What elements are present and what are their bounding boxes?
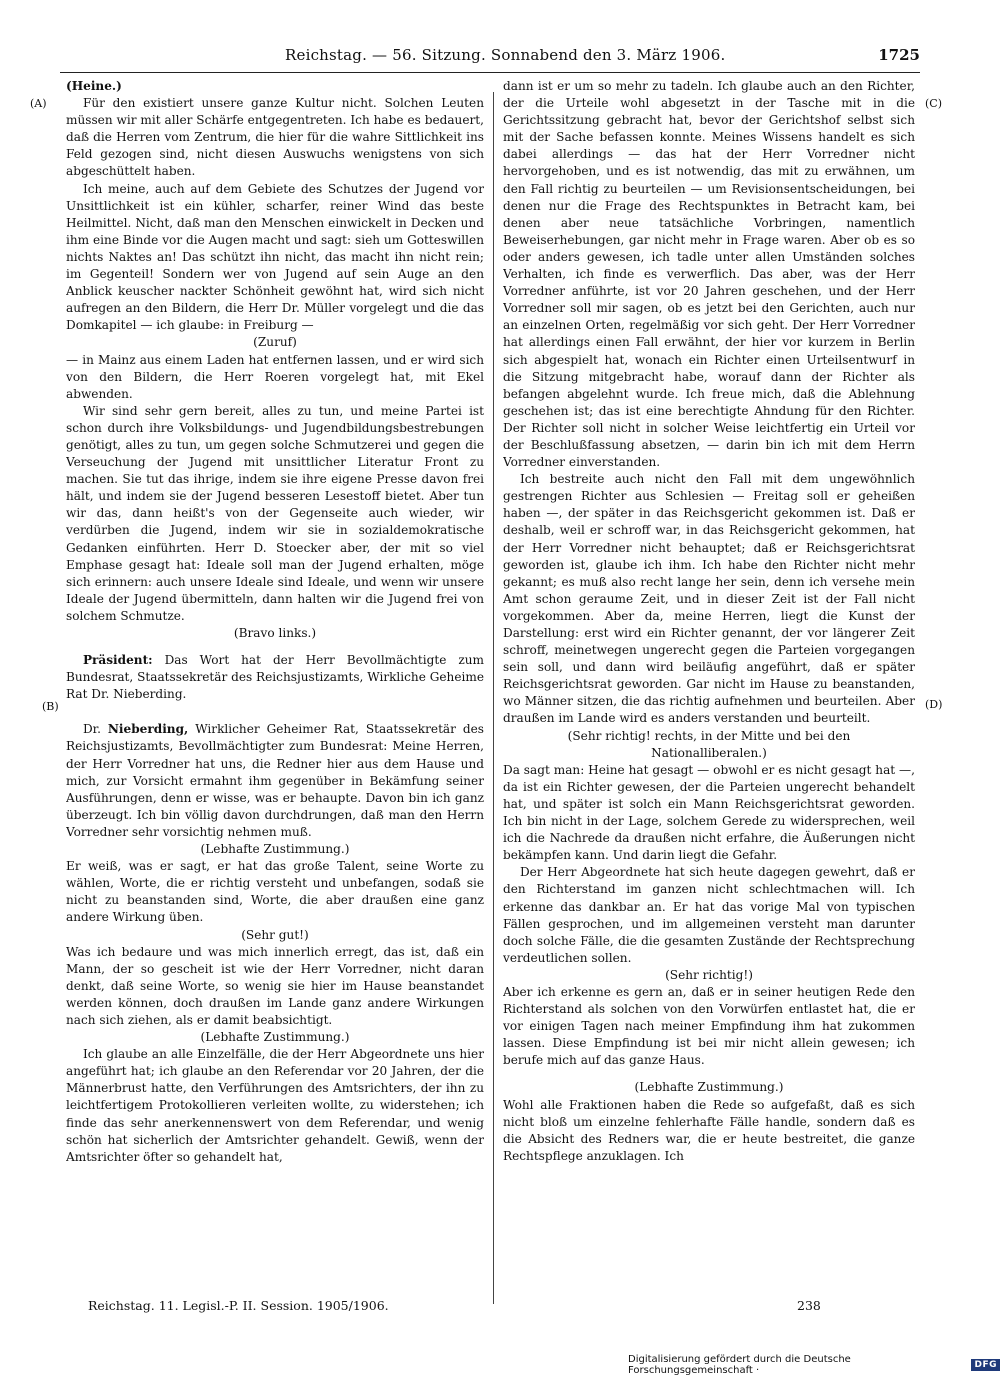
speaker-prefix: Dr. [82,722,108,737]
paragraph: Für den existiert unsere ganze Kultur nicht. Solchen Leuten müssen wir mit aller Schärfe entgegentreten. Ich habe es bedauert, daß die Herren vom Zentrum, die hier für die wahre Sittlichkeit ins Feld gezogen sind, nicht diesen Auswuchs wenigstens von sich abgeschüttelt haben. [66,96,484,179]
header-rule [60,72,920,73]
interjection: Nationalliberalen.) [651,745,767,760]
interjection: (Zuruf) [253,335,297,350]
paragraph: Der Herr Abgeordnete hat sich heute dagegen gewehrt, daß er den Richterstand im ganzen nicht schlechtmachen will. Ich erkenne das dankbar an. Er hat das vorige Mal von typischen Fällen gesprochen, und im allgemeinen versteht man darunter doch solche Fälle, die die gesamten Zustände der Rechtsprechung verdeutlichen sollen. [503,865,915,965]
column-divider [493,92,494,1304]
statement-text: Das Wort hat der Herr Bevollmächtigte zum Bundesrat, Staatssekretär des Reichsjustizamts, Wirkliche Geheime Rat Dr. Nieberding. [66,653,484,702]
footer-session: Reichstag. 11. Legisl.-P. II. Session. 1905/1906. [88,1298,389,1313]
margin-marker-a: (A) [30,97,47,110]
interjection: (Sehr gut!) [241,927,309,942]
dfg-logo: DFG [971,1359,1000,1371]
speaker-name: Nieberding, [107,722,189,737]
interjection: (Lebhafte Zustimmung.) [200,842,350,857]
left-column [66,78,484,1310]
paragraph: Da sagt man: Heine hat gesagt — obwohl er es nicht gesagt hat —, da ist ein Richter gewesen, der die Parteien ungerecht behandelt hat, und später ist solch ein Mann Reichsgerichtsrat geworden. Ich bin nicht in der Lage, solchem Gerede zu widersprechen, weil ich die Nachrede da draußen nicht erfahre, die Äußerungen nicht bekämpfen kann. Und darin liegt die Gefahr. [503,762,915,863]
paragraph: Ich meine, auch auf dem Gebiete des Schutzes der Jugend vor Unsittlichkeit ist ein kühler, scharfer, reiner Wind das beste Heilmittel. Nicht, daß man den Menschen einwickelt in Decken und ihm eine Binde vor die Augen macht und sagt: sieh um Gotteswillen nichts Naktes an! Das schützt ihn nicht, das macht ihn nicht rein; im Gegenteil! Sondern wer von Jugend auf sein Auge an den Anblick keuscher nackter Schönheit gewöhnt hat, wird sich nicht aufregen an den Bildern, die Herr Dr. Müller vorgelegt und die das Domkapitel — ich glaube: in Freiburg — [66,181,484,333]
paragraph: dann ist er um so mehr zu tadeln. Ich glaube auch an den Richter, der die Urteile wohl abgesetzt in der Tasche mit in die Gerichtssitzung gebracht hat, bevor der Gerichtshof selbst sich mit der Sache befassen konnte. Meines Wissens handelt es sich dabei allerdings — das hat der Herr Vorredner nicht hervorgehoben, und es ist notwendig, das mit zu erwähnen, um den Fall richtig zu beurteilen — um Revisionsentscheidungen, bei denen nur die Frage des Rechtspunktes in Betracht kam, bei denen aber neue tatsächliche Vorbringen, namentlich Beweiserhebungen, gar nicht mehr in Frage waren. Aber ob es so oder anders gewesen, ich tadle unter allen Umständen solches Verhalten, ich finde es verwerflich. Das aber, was der Herr Vorredner anführte, ist vor 20 Jahren geschehen, und der Herr Vorredner soll mir sagen, ob es jetzt bei den Gerichten, auch nur an einzelnen Orten, regelmäßig vor sich geht. Der Herr Vorredner hat allerdings einen Fall erwähnt, der hier vor kurzem in Berlin sich abgespielt hat, wonach ein Richter einen Urteilsentwurf in die Sitzung mitgebracht habe, worauf dann der Richter als befangen abgelehnt wurde. Ich freue mich, daß die Ablehnung geschehen ist; das ist eine berechtigte Ahndung für den Richter. Der Richter soll nicht in solcher Weise leichtfertig ein Urteil vor der Beschlußfassung absetzen, — darin bin ich mit dem Herrn Vorredner einverstanden. [503,79,915,470]
margin-marker-d: (D) [925,698,943,711]
speech-start [66,721,484,841]
paragraph: Was ich bedaure und was mich innerlich erregt, das ist, daß ein Mann, der so gescheit ist wie der Herr Vorredner, nicht daran denkt, daß seine Worte, so wenig sie hier im Hause beanstandet werden können, doch draußen im Lande ganz andere Wirkungen nach sich ziehen, als er damit beabsichtigt. [66,944,484,1027]
margin-marker-c: (C) [925,97,942,110]
paragraph: Ich bestreite auch nicht den Fall mit dem ungewöhnlich gestrengen Richter aus Schlesien — Freitag soll er geheißen haben —, der später in das Reichsgericht gekommen ist. Daß er deshalb, weil er schroff war, in das Reichsgericht gekommen, hat der Herr Vorredner nicht behauptet; daß er Reichsgerichtsrat geworden ist, glaube ich ihm. Ich habe den Richter nicht mehr gekannt; es muß also recht lange her sein, denn ich versehe mein Amt schon geraume Zeit, und in dieser Zeit ist der Fall nicht vorgekommen. Aber da, meine Herren, liegt die Kunst der Darstellung: erst wird ein Richter genannt, der vor längerer Zeit schroff, meinetwegen ungerecht gegen die Parteien vorgegangen sein soll, und dann wird beiläufig angeführt, daß er später Reichsgerichtsrat geworden. Gar nicht im Hause zu beanstanden, wo Männer sitzen, die das richtig aufnehmen und beurteilen. Aber draußen im Lande wird es anders verstanden und beurteilt. [503,472,915,726]
margin-marker-b: (B) [42,700,59,713]
interjection: (Bravo links.) [233,626,317,640]
right-column [503,78,915,1308]
statement-text: Wirklicher Geheimer Rat, Staatssekretär des Reichsjustizamts, Bevollmächtigter zum Bundesrat: Meine Herren, der Herr Vorredner hat uns, die Redner hier aus dem Hause und mich, zur Vorsicht ermahnt ihm gegenüber in Bekämfung seiner Ausführungen, denn er wisse, was er behaupte. Davon bin ich ganz überzeugt. Ich bin völlig davon durchdrungen, daß man den Herrn Vorredner sehr vorsichtig nehmen muß. [66,722,484,839]
paragraph: Ich glaube an alle Einzelfälle, die der Herr Abgeordnete uns hier angeführt hat; ich glaube an den Referendar vor 20 Jahren, der die Männerbrust hatte, den Verführungen des Amtsrichters, der ihn zu leichtfertigem Protokollieren verleiten wollte, zu widerstehen; ich finde das sehr anerkennenswert von dem Referendar, und wenig schön hat sicherlich der Amtsrichter gehandelt. Gewiß, wenn der Amtsrichter öfter so gehandelt hat, [66,1047,484,1164]
interjection: (Lebhafte Zustimmung.) [200,1030,350,1045]
footer-sheet-number: 238 [797,1298,821,1313]
page-number: 1725 [878,46,920,64]
paragraph: Wir sind sehr gern bereit, alles zu tun, und meine Partei ist schon durch ihre Volksbildungs- und Jugendbildungsbestrebungen genötigt, alles zu tun, um gegen solche Schmutzerei und gegen die Verseuchung der Jugend mit unsittlicher Literatur Front zu machen. Sie tut das ihrige, indem sie ihre eigene Presse davon frei hält, und indem sie der Jugend besseren Lesestoff bietet. Aber tun wir das, dann heißt's von der Gegenseite auch wieder, wir verdürben die Jugend, indem wir sie in sozialdemokratische Gedanken einführten. Herr D. Stoecker aber, der mit so viel Emphase gesagt hat: Ideale soll man der Jugend erhalten, möge sich erinnern: auch unsere Ideale sind Ideale, und wenn wir unsere Ideale der Jugend übermitteln, dann halten wir die Jugend frei von solchem Schmutze. [66,403,484,623]
digitization-credit [628,1354,1000,1376]
interjection: (Sehr richtig!) [665,967,753,982]
paragraph: Er weiß, was er sagt, er hat das große Talent, seine Worte zu wählen, Worte, die er richtig versteht und unbefangen, sodaß sie nicht zu beanstanden sind, Worte, die aber draußen eine ganz andere Wirkung üben. [66,859,484,925]
speaker-label: Präsident: [82,653,153,668]
interjection: (Lebhafte Zustimmung.) [634,1080,784,1095]
paragraph: — in Mainz aus einem Laden hat entfernen lassen, und er wird sich von den Bildern, die Herr Roeren vorgelegt hat, mit Ekel abwenden. [66,352,484,401]
running-header [60,46,920,70]
paragraph: Aber ich erkenne es gern an, daß er in seiner heutigen Rede den Richterstand als solchen von den Vorwürfen entlastet hat, die er vor einigen Tagen nach meiner Empfindung ihm hat zukommen lassen. Diese Empfindung ist bei mir nicht allein gewesen; ich berufe mich auf das ganze Haus. [503,984,915,1068]
credit-text: Digitalisierung gefördert durch die Deutsche Forschungsgemeinschaft · [628,1354,851,1376]
president-statement [66,652,484,703]
interjection: (Sehr richtig! rechts, in der Mitte und bei den [567,728,851,743]
speaker-tag: (Heine.) [66,79,122,93]
header-title: Reichstag. — 56. Sitzung. Sonnabend den 3. März 1906. [285,46,726,64]
paragraph: Wohl alle Fraktionen haben die Rede so aufgefaßt, daß es sich nicht bloß um einzelne fehlerhafte Fälle handle, sondern daß es die Absicht des Redners war, die er heute bestreitet, die ganze Rechtspflege anzuklagen. Ich [503,1097,915,1163]
